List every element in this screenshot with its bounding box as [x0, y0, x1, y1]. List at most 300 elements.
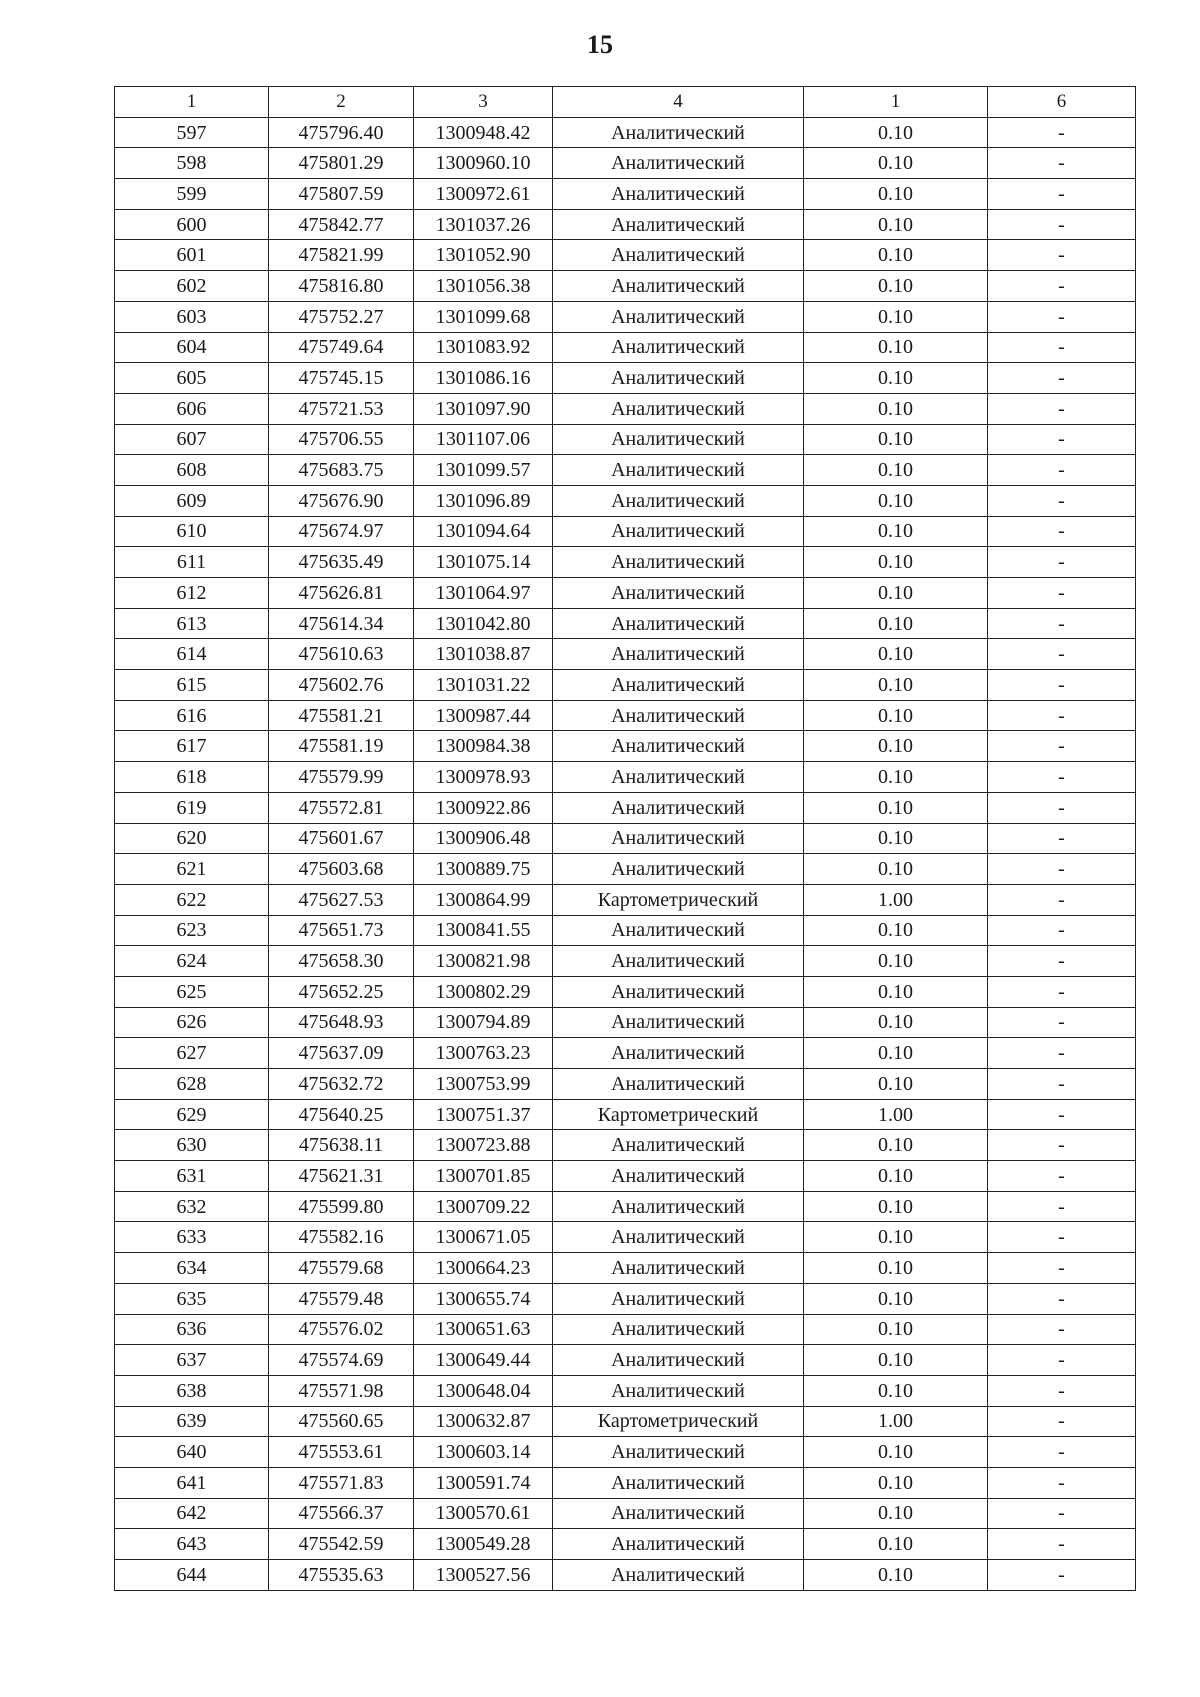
accuracy-cell: 0.10 [804, 578, 988, 609]
accuracy-cell: 0.10 [804, 731, 988, 762]
method-cell: Аналитический [553, 731, 804, 762]
table-row [115, 1222, 1136, 1253]
accuracy-cell: 1.00 [804, 1406, 988, 1437]
header-cell: 6 [988, 87, 1136, 118]
method-cell: Аналитический [553, 179, 804, 210]
coordinates-table-body [115, 87, 1136, 1591]
accuracy-cell: 0.10 [804, 608, 988, 639]
method-cell: Аналитический [553, 547, 804, 578]
x-coordinate-cell: 475610.63 [269, 639, 414, 670]
table-row [115, 271, 1136, 302]
y-coordinate-cell: 1300972.61 [414, 179, 553, 210]
point-number-cell: 632 [115, 1191, 269, 1222]
y-coordinate-cell: 1301099.57 [414, 455, 553, 486]
accuracy-cell: 0.10 [804, 1253, 988, 1284]
table-row [115, 485, 1136, 516]
point-number-cell: 608 [115, 455, 269, 486]
y-coordinate-cell: 1301094.64 [414, 516, 553, 547]
note-cell: - [988, 1161, 1136, 1192]
x-coordinate-cell: 475706.55 [269, 424, 414, 455]
x-coordinate-cell: 475599.80 [269, 1191, 414, 1222]
point-number-cell: 638 [115, 1375, 269, 1406]
note-cell: - [988, 608, 1136, 639]
x-coordinate-cell: 475581.19 [269, 731, 414, 762]
accuracy-cell: 0.10 [804, 1498, 988, 1529]
note-cell: - [988, 946, 1136, 977]
x-coordinate-cell: 475542.59 [269, 1529, 414, 1560]
note-cell: - [988, 1467, 1136, 1498]
note-cell: - [988, 547, 1136, 578]
method-cell: Аналитический [553, 1375, 804, 1406]
accuracy-cell: 0.10 [804, 700, 988, 731]
point-number-cell: 624 [115, 946, 269, 977]
table-row [115, 608, 1136, 639]
method-cell: Аналитический [553, 332, 804, 363]
point-number-cell: 606 [115, 393, 269, 424]
method-cell: Картометрический [553, 1099, 804, 1130]
table-row [115, 670, 1136, 701]
x-coordinate-cell: 475796.40 [269, 117, 414, 148]
note-cell: - [988, 209, 1136, 240]
x-coordinate-cell: 475614.34 [269, 608, 414, 639]
y-coordinate-cell: 1300527.56 [414, 1560, 553, 1591]
method-cell: Аналитический [553, 1161, 804, 1192]
method-cell: Аналитический [553, 639, 804, 670]
accuracy-cell: 0.10 [804, 455, 988, 486]
y-coordinate-cell: 1300664.23 [414, 1253, 553, 1284]
x-coordinate-cell: 475745.15 [269, 363, 414, 394]
y-coordinate-cell: 1301075.14 [414, 547, 553, 578]
note-cell: - [988, 578, 1136, 609]
note-cell: - [988, 1253, 1136, 1284]
note-cell: - [988, 884, 1136, 915]
coordinates-table [114, 86, 1136, 1591]
method-cell: Аналитический [553, 946, 804, 977]
point-number-cell: 627 [115, 1038, 269, 1069]
x-coordinate-cell: 475640.25 [269, 1099, 414, 1130]
method-cell: Аналитический [553, 1498, 804, 1529]
method-cell: Аналитический [553, 1560, 804, 1591]
accuracy-cell: 0.10 [804, 179, 988, 210]
y-coordinate-cell: 1300753.99 [414, 1069, 553, 1100]
method-cell: Аналитический [553, 608, 804, 639]
header-cell: 1 [115, 87, 269, 118]
accuracy-cell: 0.10 [804, 393, 988, 424]
point-number-cell: 599 [115, 179, 269, 210]
table-row [115, 1314, 1136, 1345]
point-number-cell: 598 [115, 148, 269, 179]
note-cell: - [988, 1069, 1136, 1100]
table-row [115, 209, 1136, 240]
y-coordinate-cell: 1301038.87 [414, 639, 553, 670]
y-coordinate-cell: 1301096.89 [414, 485, 553, 516]
method-cell: Аналитический [553, 209, 804, 240]
method-cell: Аналитический [553, 148, 804, 179]
x-coordinate-cell: 475637.09 [269, 1038, 414, 1069]
point-number-cell: 622 [115, 884, 269, 915]
accuracy-cell: 0.10 [804, 1038, 988, 1069]
y-coordinate-cell: 1301037.26 [414, 209, 553, 240]
y-coordinate-cell: 1300671.05 [414, 1222, 553, 1253]
y-coordinate-cell: 1301056.38 [414, 271, 553, 302]
method-cell: Аналитический [553, 1007, 804, 1038]
note-cell: - [988, 1560, 1136, 1591]
table-row [115, 363, 1136, 394]
point-number-cell: 633 [115, 1222, 269, 1253]
point-number-cell: 610 [115, 516, 269, 547]
x-coordinate-cell: 475603.68 [269, 854, 414, 885]
accuracy-cell: 1.00 [804, 884, 988, 915]
table-row [115, 946, 1136, 977]
accuracy-cell: 0.10 [804, 301, 988, 332]
table-row [115, 700, 1136, 731]
note-cell: - [988, 271, 1136, 302]
note-cell: - [988, 1283, 1136, 1314]
x-coordinate-cell: 475752.27 [269, 301, 414, 332]
table-row [115, 393, 1136, 424]
accuracy-cell: 0.10 [804, 1222, 988, 1253]
table-row [115, 1007, 1136, 1038]
point-number-cell: 614 [115, 639, 269, 670]
y-coordinate-cell: 1300591.74 [414, 1467, 553, 1498]
y-coordinate-cell: 1301107.06 [414, 424, 553, 455]
method-cell: Аналитический [553, 1437, 804, 1468]
accuracy-cell: 0.10 [804, 1560, 988, 1591]
x-coordinate-cell: 475721.53 [269, 393, 414, 424]
table-row [115, 884, 1136, 915]
y-coordinate-cell: 1300648.04 [414, 1375, 553, 1406]
note-cell: - [988, 1498, 1136, 1529]
y-coordinate-cell: 1300841.55 [414, 915, 553, 946]
y-coordinate-cell: 1300603.14 [414, 1437, 553, 1468]
point-number-cell: 617 [115, 731, 269, 762]
note-cell: - [988, 424, 1136, 455]
y-coordinate-cell: 1300794.89 [414, 1007, 553, 1038]
table-row [115, 1069, 1136, 1100]
table-row [115, 1038, 1136, 1069]
point-number-cell: 629 [115, 1099, 269, 1130]
point-number-cell: 603 [115, 301, 269, 332]
table-row [115, 424, 1136, 455]
y-coordinate-cell: 1300709.22 [414, 1191, 553, 1222]
table-row [115, 1191, 1136, 1222]
accuracy-cell: 0.10 [804, 1467, 988, 1498]
table-row [115, 1498, 1136, 1529]
point-number-cell: 641 [115, 1467, 269, 1498]
note-cell: - [988, 1038, 1136, 1069]
accuracy-cell: 0.10 [804, 976, 988, 1007]
table-row [115, 1099, 1136, 1130]
method-cell: Аналитический [553, 485, 804, 516]
method-cell: Аналитический [553, 762, 804, 793]
note-cell: - [988, 976, 1136, 1007]
y-coordinate-cell: 1300763.23 [414, 1038, 553, 1069]
method-cell: Аналитический [553, 1069, 804, 1100]
point-number-cell: 640 [115, 1437, 269, 1468]
accuracy-cell: 0.10 [804, 240, 988, 271]
point-number-cell: 611 [115, 547, 269, 578]
point-number-cell: 604 [115, 332, 269, 363]
point-number-cell: 600 [115, 209, 269, 240]
accuracy-cell: 0.10 [804, 209, 988, 240]
note-cell: - [988, 117, 1136, 148]
accuracy-cell: 0.10 [804, 946, 988, 977]
table-row [115, 179, 1136, 210]
point-number-cell: 643 [115, 1529, 269, 1560]
point-number-cell: 636 [115, 1314, 269, 1345]
point-number-cell: 619 [115, 792, 269, 823]
method-cell: Аналитический [553, 1038, 804, 1069]
point-number-cell: 635 [115, 1283, 269, 1314]
x-coordinate-cell: 475626.81 [269, 578, 414, 609]
table-row [115, 823, 1136, 854]
method-cell: Аналитический [553, 455, 804, 486]
table-row [115, 639, 1136, 670]
accuracy-cell: 0.10 [804, 117, 988, 148]
method-cell: Аналитический [553, 792, 804, 823]
accuracy-cell: 0.10 [804, 332, 988, 363]
x-coordinate-cell: 475683.75 [269, 455, 414, 486]
point-number-cell: 626 [115, 1007, 269, 1038]
table-row [115, 1560, 1136, 1591]
method-cell: Аналитический [553, 271, 804, 302]
accuracy-cell: 0.10 [804, 1314, 988, 1345]
note-cell: - [988, 393, 1136, 424]
page-number: 15 [587, 30, 613, 59]
note-cell: - [988, 1314, 1136, 1345]
note-cell: - [988, 1437, 1136, 1468]
x-coordinate-cell: 475579.68 [269, 1253, 414, 1284]
x-coordinate-cell: 475801.29 [269, 148, 414, 179]
accuracy-cell: 0.10 [804, 762, 988, 793]
table-row [115, 455, 1136, 486]
point-number-cell: 639 [115, 1406, 269, 1437]
point-number-cell: 601 [115, 240, 269, 271]
point-number-cell: 605 [115, 363, 269, 394]
y-coordinate-cell: 1300906.48 [414, 823, 553, 854]
method-cell: Аналитический [553, 424, 804, 455]
x-coordinate-cell: 475627.53 [269, 884, 414, 915]
point-number-cell: 634 [115, 1253, 269, 1284]
y-coordinate-cell: 1300802.29 [414, 976, 553, 1007]
note-cell: - [988, 1406, 1136, 1437]
table-row [115, 301, 1136, 332]
method-cell: Картометрический [553, 1406, 804, 1437]
point-number-cell: 621 [115, 854, 269, 885]
accuracy-cell: 0.10 [804, 148, 988, 179]
y-coordinate-cell: 1300984.38 [414, 731, 553, 762]
method-cell: Картометрический [553, 884, 804, 915]
accuracy-cell: 0.10 [804, 1191, 988, 1222]
y-coordinate-cell: 1300570.61 [414, 1498, 553, 1529]
x-coordinate-cell: 475635.49 [269, 547, 414, 578]
accuracy-cell: 0.10 [804, 854, 988, 885]
note-cell: - [988, 1099, 1136, 1130]
note-cell: - [988, 792, 1136, 823]
table-row [115, 1161, 1136, 1192]
x-coordinate-cell: 475638.11 [269, 1130, 414, 1161]
table-row [115, 1345, 1136, 1376]
table-row [115, 578, 1136, 609]
note-cell: - [988, 148, 1136, 179]
accuracy-cell: 0.10 [804, 639, 988, 670]
note-cell: - [988, 670, 1136, 701]
x-coordinate-cell: 475571.98 [269, 1375, 414, 1406]
point-number-cell: 612 [115, 578, 269, 609]
table-row [115, 1467, 1136, 1498]
method-cell: Аналитический [553, 1191, 804, 1222]
accuracy-cell: 0.10 [804, 271, 988, 302]
x-coordinate-cell: 475674.97 [269, 516, 414, 547]
table-row [115, 915, 1136, 946]
point-number-cell: 607 [115, 424, 269, 455]
x-coordinate-cell: 475816.80 [269, 271, 414, 302]
point-number-cell: 616 [115, 700, 269, 731]
method-cell: Аналитический [553, 301, 804, 332]
y-coordinate-cell: 1301099.68 [414, 301, 553, 332]
note-cell: - [988, 1191, 1136, 1222]
y-coordinate-cell: 1301097.90 [414, 393, 553, 424]
x-coordinate-cell: 475572.81 [269, 792, 414, 823]
accuracy-cell: 0.10 [804, 1161, 988, 1192]
method-cell: Аналитический [553, 363, 804, 394]
y-coordinate-cell: 1300987.44 [414, 700, 553, 731]
note-cell: - [988, 731, 1136, 762]
accuracy-cell: 0.10 [804, 915, 988, 946]
point-number-cell: 637 [115, 1345, 269, 1376]
note-cell: - [988, 823, 1136, 854]
point-number-cell: 613 [115, 608, 269, 639]
x-coordinate-cell: 475749.64 [269, 332, 414, 363]
x-coordinate-cell: 475632.72 [269, 1069, 414, 1100]
accuracy-cell: 0.10 [804, 1345, 988, 1376]
accuracy-cell: 0.10 [804, 1437, 988, 1468]
table-row [115, 1406, 1136, 1437]
method-cell: Аналитический [553, 1345, 804, 1376]
y-coordinate-cell: 1301064.97 [414, 578, 553, 609]
y-coordinate-cell: 1301052.90 [414, 240, 553, 271]
y-coordinate-cell: 1300960.10 [414, 148, 553, 179]
point-number-cell: 602 [115, 271, 269, 302]
x-coordinate-cell: 475581.21 [269, 700, 414, 731]
y-coordinate-cell: 1300821.98 [414, 946, 553, 977]
method-cell: Аналитический [553, 1283, 804, 1314]
point-number-cell: 597 [115, 117, 269, 148]
x-coordinate-cell: 475571.83 [269, 1467, 414, 1498]
accuracy-cell: 0.10 [804, 1130, 988, 1161]
accuracy-cell: 0.10 [804, 1069, 988, 1100]
x-coordinate-cell: 475648.93 [269, 1007, 414, 1038]
note-cell: - [988, 1007, 1136, 1038]
method-cell: Аналитический [553, 578, 804, 609]
method-cell: Аналитический [553, 1529, 804, 1560]
y-coordinate-cell: 1300549.28 [414, 1529, 553, 1560]
x-coordinate-cell: 475807.59 [269, 179, 414, 210]
note-cell: - [988, 915, 1136, 946]
y-coordinate-cell: 1300655.74 [414, 1283, 553, 1314]
x-coordinate-cell: 475579.48 [269, 1283, 414, 1314]
method-cell: Аналитический [553, 117, 804, 148]
x-coordinate-cell: 475602.76 [269, 670, 414, 701]
y-coordinate-cell: 1300751.37 [414, 1099, 553, 1130]
y-coordinate-cell: 1301042.80 [414, 608, 553, 639]
point-number-cell: 618 [115, 762, 269, 793]
y-coordinate-cell: 1300723.88 [414, 1130, 553, 1161]
table-row [115, 792, 1136, 823]
accuracy-cell: 0.10 [804, 1283, 988, 1314]
table-row [115, 332, 1136, 363]
table-row [115, 148, 1136, 179]
x-coordinate-cell: 475676.90 [269, 485, 414, 516]
y-coordinate-cell: 1301086.16 [414, 363, 553, 394]
note-cell: - [988, 179, 1136, 210]
note-cell: - [988, 240, 1136, 271]
accuracy-cell: 0.10 [804, 1007, 988, 1038]
y-coordinate-cell: 1301083.92 [414, 332, 553, 363]
point-number-cell: 615 [115, 670, 269, 701]
y-coordinate-cell: 1300651.63 [414, 1314, 553, 1345]
method-cell: Аналитический [553, 1130, 804, 1161]
method-cell: Аналитический [553, 1222, 804, 1253]
method-cell: Аналитический [553, 823, 804, 854]
x-coordinate-cell: 475576.02 [269, 1314, 414, 1345]
accuracy-cell: 0.10 [804, 547, 988, 578]
table-row [115, 1437, 1136, 1468]
y-coordinate-cell: 1300632.87 [414, 1406, 553, 1437]
accuracy-cell: 0.10 [804, 670, 988, 701]
point-number-cell: 642 [115, 1498, 269, 1529]
table-row [115, 976, 1136, 1007]
table-row [115, 1283, 1136, 1314]
method-cell: Аналитический [553, 854, 804, 885]
method-cell: Аналитический [553, 670, 804, 701]
point-number-cell: 620 [115, 823, 269, 854]
x-coordinate-cell: 475553.61 [269, 1437, 414, 1468]
accuracy-cell: 1.00 [804, 1099, 988, 1130]
y-coordinate-cell: 1300864.99 [414, 884, 553, 915]
table-row [115, 1253, 1136, 1284]
point-number-cell: 609 [115, 485, 269, 516]
note-cell: - [988, 762, 1136, 793]
note-cell: - [988, 1375, 1136, 1406]
note-cell: - [988, 301, 1136, 332]
table-row [115, 731, 1136, 762]
point-number-cell: 625 [115, 976, 269, 1007]
note-cell: - [988, 1529, 1136, 1560]
x-coordinate-cell: 475560.65 [269, 1406, 414, 1437]
y-coordinate-cell: 1300948.42 [414, 117, 553, 148]
header-cell: 3 [414, 87, 553, 118]
accuracy-cell: 0.10 [804, 424, 988, 455]
accuracy-cell: 0.10 [804, 516, 988, 547]
note-cell: - [988, 516, 1136, 547]
method-cell: Аналитический [553, 516, 804, 547]
note-cell: - [988, 1222, 1136, 1253]
x-coordinate-cell: 475821.99 [269, 240, 414, 271]
x-coordinate-cell: 475842.77 [269, 209, 414, 240]
x-coordinate-cell: 475579.99 [269, 762, 414, 793]
table-row [115, 1529, 1136, 1560]
point-number-cell: 628 [115, 1069, 269, 1100]
accuracy-cell: 0.10 [804, 1529, 988, 1560]
method-cell: Аналитический [553, 915, 804, 946]
method-cell: Аналитический [553, 393, 804, 424]
point-number-cell: 630 [115, 1130, 269, 1161]
method-cell: Аналитический [553, 976, 804, 1007]
x-coordinate-cell: 475621.31 [269, 1161, 414, 1192]
note-cell: - [988, 485, 1136, 516]
header-cell: 1 [804, 87, 988, 118]
